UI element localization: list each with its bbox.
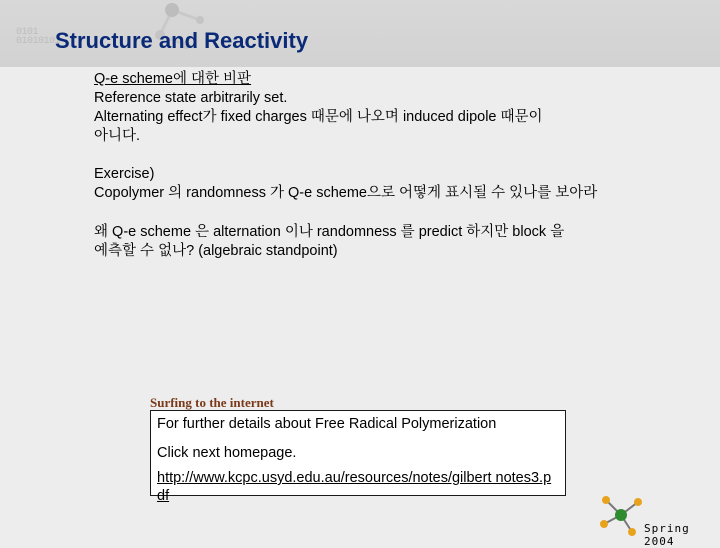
heading-q-e-critique: Q-e scheme에 대한 비판	[94, 71, 252, 87]
text-line: Copolymer 의 randomness 가 Q-e scheme으로 어떻게 표시될 수 있나를 보아라	[94, 185, 598, 201]
binary-decoration: 0101 01010101	[16, 27, 61, 47]
text-line: 아니다.	[94, 128, 141, 144]
text-line: 예측할 수 없나? (algebraic standpoint)	[94, 243, 338, 259]
link-box	[150, 410, 566, 504]
page-title: Structure and Reactivity	[55, 28, 309, 53]
resource-link[interactable]: http://www.kcpc.usyd.edu.au/resources/notes/gilbert notes3.pdf	[157, 470, 552, 504]
text-line: Alternating effect가 fixed charges 때문에 나오며 induced dipole 때문이	[94, 109, 543, 125]
link-box-instruction: Click next homepage.	[157, 445, 297, 461]
link-box-text: For further details about Free Radical Polymerization	[157, 416, 497, 432]
exercise-label: Exercise)	[94, 166, 155, 182]
body-text	[94, 70, 694, 261]
surfing-caption: Surfing to the internet	[150, 395, 274, 410]
footer-date: Spring 2004	[644, 522, 690, 548]
corner-molecule-icon	[596, 490, 646, 540]
text-line: 왜 Q-e scheme 은 alternation 이나 randomness 를 predict 하지만 block 을	[94, 224, 565, 240]
text-line: Reference state arbitrarily set.	[94, 90, 288, 106]
